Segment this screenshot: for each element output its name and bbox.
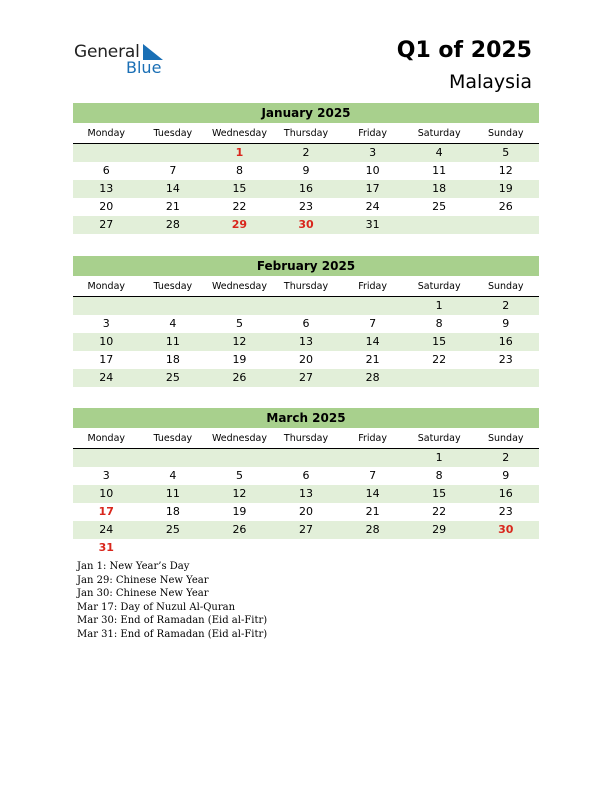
day-cell: 15 (432, 487, 447, 500)
weekday-label: Wednesday (211, 281, 267, 292)
empty-day-cell (273, 297, 340, 315)
empty-day-cell (273, 539, 340, 557)
day-cell: 1 (435, 299, 443, 312)
weekday-label: Tuesday (153, 281, 193, 292)
empty-day-cell (140, 144, 207, 162)
week-row (73, 539, 539, 557)
empty-day-cell (472, 216, 539, 234)
day-cell: 24 (365, 200, 380, 213)
day-cell: 3 (369, 146, 377, 159)
empty-day-cell (472, 539, 539, 557)
day-cell: 14 (365, 335, 380, 348)
day-cell: 2 (502, 299, 510, 312)
empty-day-cell (206, 539, 273, 557)
day-cell: 5 (235, 317, 243, 330)
day-cell: 15 (232, 182, 247, 195)
day-cell: 4 (169, 469, 177, 482)
day-cell: 9 (502, 317, 510, 330)
week-row (73, 485, 539, 503)
day-cell: 26 (498, 200, 513, 213)
day-cell: 21 (365, 505, 380, 518)
day-cell: 5 (235, 469, 243, 482)
day-cell: 13 (299, 487, 314, 500)
holiday-entry: Mar 30: End of Ramadan (Eid al-Fitr) (77, 615, 268, 626)
calendar-month-february (73, 256, 539, 387)
day-cell: 29 (231, 218, 248, 231)
day-cell: 27 (299, 523, 314, 536)
day-cell: 22 (432, 353, 447, 366)
month-title: February 2025 (73, 256, 539, 276)
day-cell: 10 (365, 164, 380, 177)
empty-day-cell (140, 449, 207, 467)
day-cell: 28 (365, 371, 380, 384)
day-cell: 17 (99, 353, 114, 366)
day-cell: 19 (232, 353, 247, 366)
day-cell: 9 (502, 469, 510, 482)
holiday-entry: Jan 29: Chinese New Year (77, 574, 209, 586)
day-cell: 7 (369, 317, 377, 330)
day-cell: 22 (432, 505, 447, 518)
weekday-label: Friday (358, 128, 387, 139)
week-row (73, 162, 539, 180)
empty-day-cell (206, 297, 273, 315)
day-cell: 8 (435, 469, 443, 482)
week-row (73, 369, 539, 387)
day-cell: 18 (165, 353, 180, 366)
weekday-label: Thursday (283, 128, 329, 139)
empty-day-cell (406, 539, 473, 557)
day-cell: 30 (298, 218, 314, 231)
day-cell: 24 (99, 523, 114, 536)
day-cell: 30 (498, 523, 514, 536)
weekday-label: Saturday (417, 433, 461, 444)
day-cell: 10 (99, 487, 114, 500)
day-cell: 1 (435, 451, 443, 464)
weekday-label: Sunday (487, 281, 524, 292)
empty-day-cell (472, 369, 539, 387)
empty-day-cell (406, 216, 473, 234)
empty-day-cell (339, 449, 406, 467)
day-cell: 1 (235, 146, 244, 159)
week-row (73, 144, 539, 162)
logo-word-blue: Blue (126, 58, 162, 77)
week-row (73, 449, 539, 467)
week-row (73, 180, 539, 198)
day-cell: 22 (232, 200, 247, 213)
day-cell: 23 (299, 200, 314, 213)
empty-day-cell (273, 449, 340, 467)
day-cell: 9 (302, 164, 310, 177)
calendar-month-january (73, 103, 539, 234)
day-cell: 23 (498, 353, 513, 366)
day-cell: 16 (498, 335, 513, 348)
weekday-label: Saturday (417, 128, 461, 139)
empty-day-cell (206, 449, 273, 467)
empty-day-cell (406, 369, 473, 387)
weekday-label: Tuesday (153, 433, 193, 444)
weekday-label: Friday (358, 281, 387, 292)
day-cell: 6 (302, 317, 310, 330)
week-row (73, 351, 539, 369)
day-cell: 25 (165, 523, 180, 536)
day-cell: 27 (299, 371, 314, 384)
week-row (73, 503, 539, 521)
day-cell: 14 (365, 487, 380, 500)
day-cell: 25 (165, 371, 180, 384)
day-cell: 3 (102, 469, 110, 482)
empty-day-cell (73, 449, 140, 467)
holiday-entry: Jan 30: Chinese New Year (77, 588, 209, 599)
week-row (73, 198, 539, 216)
holiday-list (77, 560, 267, 641)
empty-day-cell (73, 144, 140, 162)
day-cell: 19 (232, 505, 247, 518)
day-cell: 20 (299, 505, 314, 518)
day-cell: 2 (502, 451, 510, 464)
day-cell: 20 (299, 353, 314, 366)
empty-day-cell (73, 297, 140, 315)
weekday-label: Friday (358, 433, 387, 444)
weekday-header-row (73, 125, 539, 144)
day-cell: 12 (232, 335, 247, 348)
country-name: Malaysia (448, 71, 532, 93)
day-cell: 27 (99, 218, 114, 231)
weekday-label: Monday (87, 281, 126, 292)
holiday-entry: Mar 17: Day of Nuzul Al-Quran (77, 601, 236, 613)
day-cell: 17 (365, 182, 380, 195)
weekday-label: Sunday (487, 128, 524, 139)
day-cell: 25 (432, 200, 447, 213)
day-cell: 6 (102, 164, 110, 177)
day-cell: 28 (365, 523, 380, 536)
empty-day-cell (140, 297, 207, 315)
weekday-label: Monday (87, 433, 126, 444)
day-cell: 10 (99, 335, 114, 348)
weekday-label: Thursday (283, 433, 329, 444)
day-cell: 14 (165, 182, 180, 195)
weekday-label: Tuesday (153, 128, 193, 139)
empty-day-cell (339, 539, 406, 557)
generalblue-logo (74, 40, 174, 80)
calendar-month-march (73, 408, 539, 557)
day-cell: 4 (435, 146, 443, 159)
day-cell: 24 (99, 371, 114, 384)
day-cell: 11 (165, 487, 180, 500)
day-cell: 28 (165, 218, 180, 231)
day-cell: 12 (498, 164, 513, 177)
day-cell: 21 (165, 200, 180, 213)
day-cell: 5 (502, 146, 510, 159)
week-row (73, 315, 539, 333)
day-cell: 29 (432, 523, 447, 536)
weekday-label: Monday (87, 128, 126, 139)
weekday-label: Thursday (283, 281, 329, 292)
weekday-header-row (73, 430, 539, 449)
day-cell: 18 (432, 182, 447, 195)
week-row (73, 216, 539, 234)
day-cell: 26 (232, 371, 247, 384)
weekday-label: Wednesday (211, 433, 267, 444)
day-cell: 16 (299, 182, 314, 195)
month-title: January 2025 (73, 103, 539, 123)
weekday-label: Saturday (417, 281, 461, 292)
day-cell: 8 (235, 164, 243, 177)
week-row (73, 333, 539, 351)
day-cell: 15 (432, 335, 447, 348)
day-cell: 31 (98, 541, 114, 554)
week-row (73, 521, 539, 539)
page-title: Q1 of 2025 (396, 38, 532, 63)
day-cell: 2 (302, 146, 310, 159)
day-cell: 12 (232, 487, 247, 500)
weekday-label: Sunday (487, 433, 524, 444)
holiday-entry: Mar 31: End of Ramadan (Eid al-Fitr) (77, 628, 268, 640)
empty-day-cell (339, 297, 406, 315)
day-cell: 13 (99, 182, 114, 195)
day-cell: 7 (369, 469, 377, 482)
day-cell: 17 (98, 505, 114, 518)
week-row (73, 467, 539, 485)
day-cell: 4 (169, 317, 177, 330)
day-cell: 8 (435, 317, 443, 330)
day-cell: 31 (365, 218, 380, 231)
day-cell: 23 (498, 505, 513, 518)
day-cell: 11 (432, 164, 447, 177)
day-cell: 20 (99, 200, 114, 213)
day-cell: 16 (498, 487, 513, 500)
day-cell: 3 (102, 317, 110, 330)
empty-day-cell (140, 539, 207, 557)
day-cell: 18 (165, 505, 180, 518)
logo-word-general: General (74, 42, 140, 62)
day-cell: 21 (365, 353, 380, 366)
day-cell: 6 (302, 469, 310, 482)
day-cell: 26 (232, 523, 247, 536)
day-cell: 19 (498, 182, 513, 195)
day-cell: 11 (165, 335, 180, 348)
weekday-label: Wednesday (211, 128, 267, 139)
day-cell: 7 (169, 164, 177, 177)
weekday-header-row (73, 278, 539, 297)
week-row (73, 297, 539, 315)
holiday-entry: Jan 1: New Year’s Day (77, 561, 190, 572)
month-title: March 2025 (73, 408, 539, 428)
day-cell: 13 (299, 335, 314, 348)
